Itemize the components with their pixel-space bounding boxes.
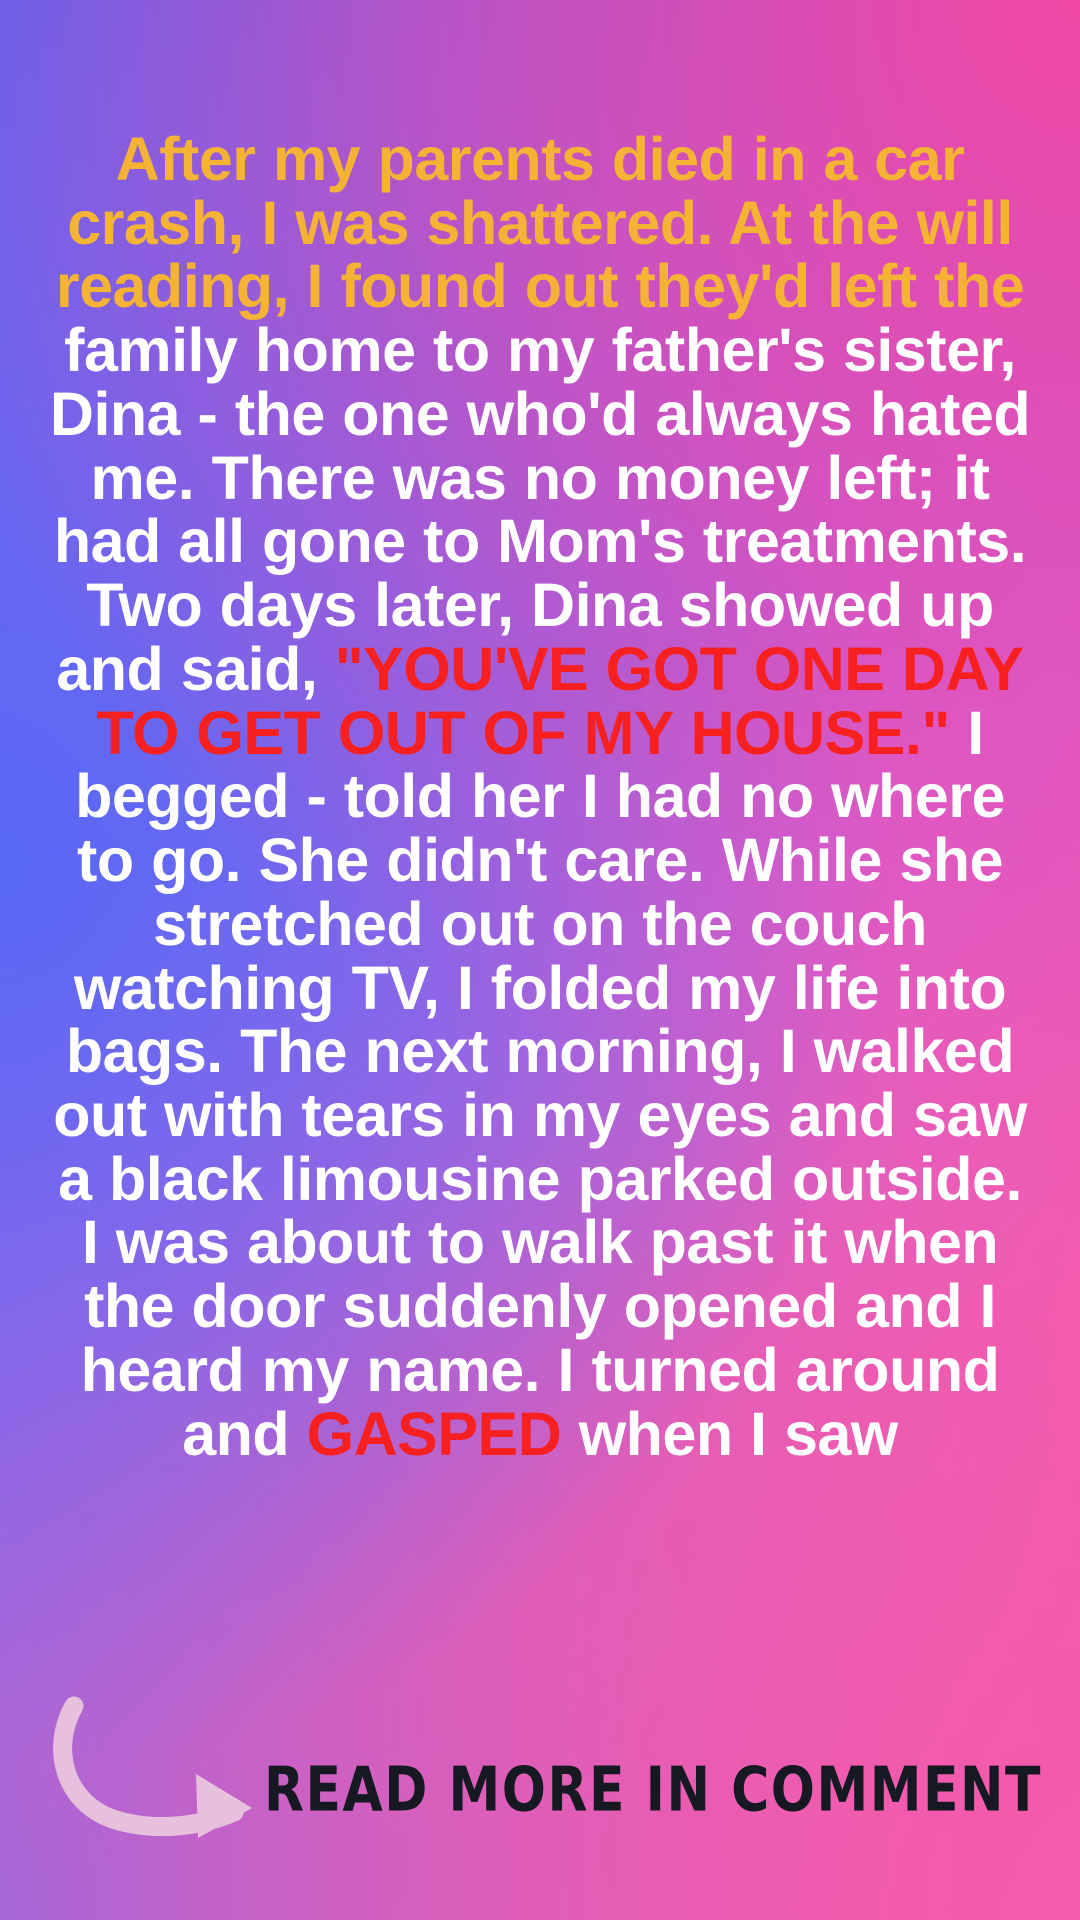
story-segment-white-3: when I saw (561, 1399, 898, 1468)
story-segment-red-quote: "YOU'VE GOT ONE DAY TO GET OUT OF MY HOUSE." (96, 634, 1024, 767)
curved-arrow-right-icon (46, 1696, 296, 1846)
story-text-block (44, 125, 1036, 1468)
story-segment-gold: After my parents died in a car crash, I was shattered. At the will reading, I found out they'd left the (55, 125, 1025, 321)
story-segment-white-1: family home to my father's sister, Dina - the one who'd always hated me. There was no money left; it had all gone to Mom's treatments. Two days later, Dina showed up and said, (49, 316, 1031, 703)
story-segment-white-2: I begged - told her I had no where to go. She didn't care. While she stretched out on the couch watching TV, I folded my life into bags. The next morning, I walked out with tears in my eyes and saw a black limousine parked outside. I was about to walk past it when the door suddenly opened and I heard my name. I turned around and (53, 698, 1027, 1468)
story-segment-red-gasped: GASPED (306, 1399, 562, 1468)
cta-row (0, 1704, 1080, 1854)
read-more-cta-label[interactable]: READ MORE IN COMMENT (263, 1755, 1042, 1826)
